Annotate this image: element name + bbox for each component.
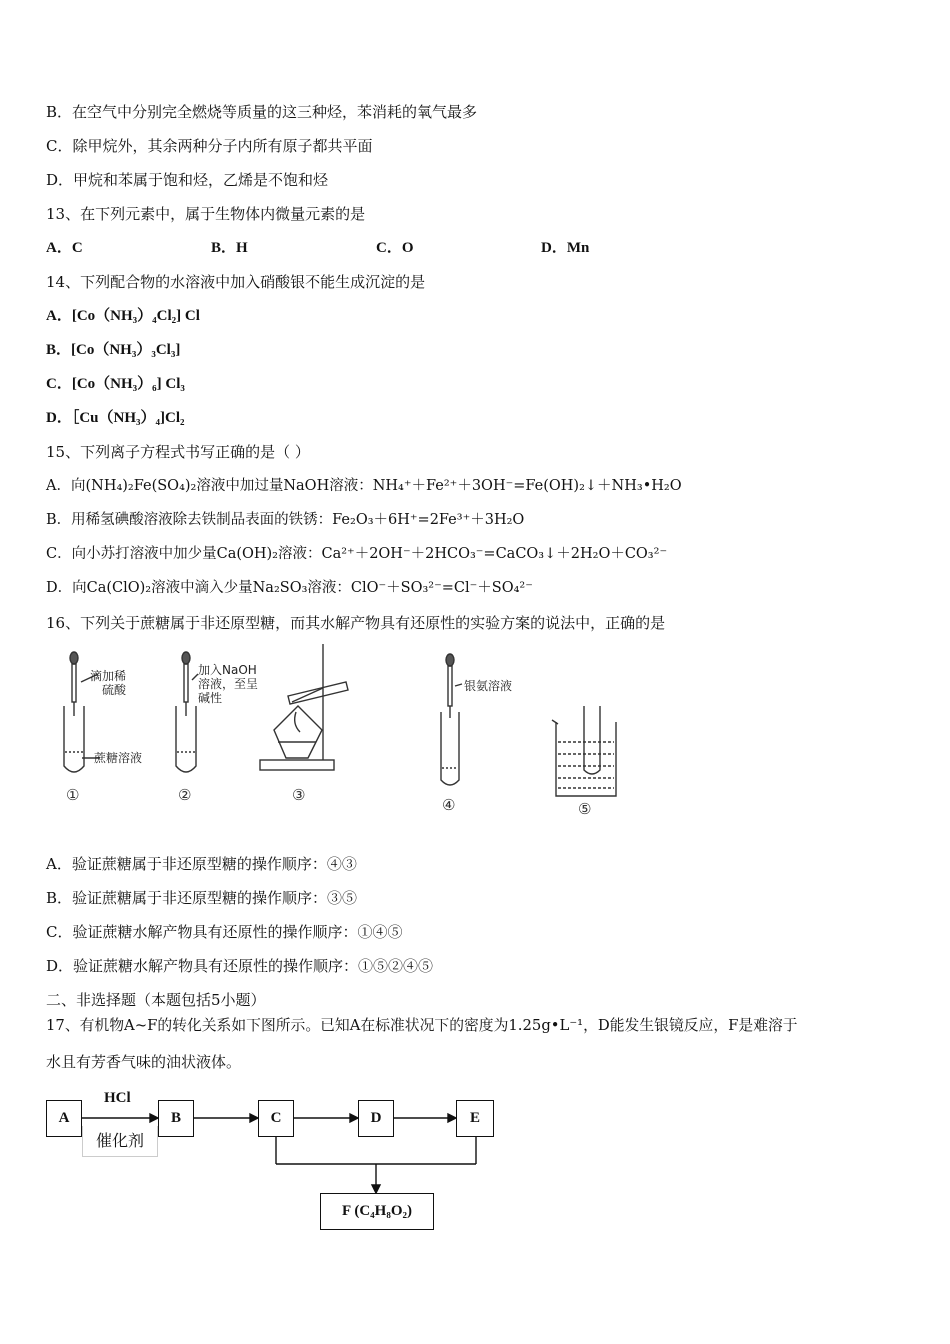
q16-option-b: B．验证蔗糖属于非还原型糖的操作顺序：③⑤ <box>46 889 358 907</box>
q13-option-d: D．Mn <box>541 240 590 256</box>
q16-option-d: D．验证蔗糖水解产物具有还原性的操作顺序：①⑤②④⑤ <box>46 957 434 975</box>
section-2-heading: 二、非选择题（本题包括5小题） <box>46 991 266 1009</box>
q13-stem: 13、在下列元素中，属于生物体内微量元素的是 <box>46 205 366 223</box>
q14-option-c: C．[Co（NH₃）₆] Cl₃ <box>46 376 185 392</box>
q12-option-b: B．在空气中分别完全燃烧等质量的这三种烃，苯消耗的氧气最多 <box>46 103 478 121</box>
q14-option-b: B．[Co（NH₃）₃Cl₃] <box>46 342 181 358</box>
fig-number-1: ① <box>66 786 80 804</box>
diagram-node-a: A <box>46 1100 82 1137</box>
diagram-node-d: D <box>358 1100 394 1137</box>
q12-option-d: D．甲烷和苯属于饱和烃，乙烯是不饱和烃 <box>46 171 329 189</box>
fig-number-2: ② <box>178 786 192 804</box>
diagram-node-f: F (C₄H₈O₂) <box>320 1193 434 1230</box>
fig-number-4: ④ <box>442 796 456 814</box>
fig-number-5: ⑤ <box>578 800 592 818</box>
q17-text-line-2: 水且有芳香气味的油状液体。 <box>46 1053 242 1071</box>
diagram-node-e: E <box>456 1100 494 1137</box>
q15-stem: 15、下列离子方程式书写正确的是（ ） <box>46 443 310 461</box>
q13-option-c: C．O <box>376 240 414 256</box>
fig-label-2b: 溶液，至呈 <box>198 677 259 691</box>
reagent-catalyst-label: 催化剂 <box>82 1126 158 1157</box>
q14-stem: 14、下列配合物的水溶液中加入硝酸银不能生成沉淀的是 <box>46 273 426 291</box>
reagent-hcl-label: HCl <box>104 1090 131 1106</box>
fig-number-3: ③ <box>292 786 306 804</box>
fig-label-2c: 碱性 <box>198 691 223 705</box>
fig-label-1b: 硫酸 <box>102 683 127 697</box>
q17-text-line-1: 17、有机物A~F的转化关系如下图所示。已知A在标准状况下的密度为1.25g•L⁻¹，D能发生银镜反应，F是难溶于 <box>46 1017 798 1034</box>
fig-label-1a: 滴加稀 <box>90 669 127 683</box>
q14-option-a: A．[Co（NH₃）₄Cl₂] Cl <box>46 308 200 324</box>
q15-option-d: D．向Ca(ClO)₂溶液中滴入少量Na₂SO₃溶液：ClO⁻＋SO₃²⁻=Cl⁻＋SO₄²⁻ <box>46 580 533 596</box>
q16-option-a: A．验证蔗糖属于非还原型糖的操作顺序：④③ <box>46 855 357 873</box>
q16-stem: 16、下列关于蔗糖属于非还原型糖，而其水解产物具有还原性的实验方案的说法中，正确的是 <box>46 614 666 632</box>
q15-option-b: B．用稀氢碘酸溶液除去铁制品表面的铁锈：Fe₂O₃＋6H⁺=2Fe³⁺＋3H₂O <box>46 512 525 528</box>
q13-option-b: B．H <box>211 240 248 256</box>
fig-label-4: 银氨溶液 <box>464 679 513 693</box>
q14-option-d: D．［Cu（NH₃）₄]Cl₂ <box>46 410 185 426</box>
q13-option-a: A．C <box>46 240 83 256</box>
diagram-node-c: C <box>258 1100 294 1137</box>
q15-option-a: A．向(NH₄)₂Fe(SO₄)₂溶液中加过量NaOH溶液：NH₄⁺＋Fe²⁺＋3OH⁻=Fe(OH)₂↓＋NH₃•H₂O <box>46 478 682 494</box>
fig-label-2a: 加入NaOH <box>198 663 257 677</box>
diagram-node-b: B <box>158 1100 194 1137</box>
q12-option-c: C．除甲烷外，其余两种分子内所有原子都共平面 <box>46 137 373 155</box>
fig-label-1c: 蔗糖溶液 <box>94 751 143 765</box>
q16-option-c: C．验证蔗糖水解产物具有还原性的操作顺序：①④⑤ <box>46 923 403 941</box>
q15-option-c: C．向小苏打溶液中加少量Ca(OH)₂溶液：Ca²⁺＋2OH⁻＋2HCO₃⁻=CaCO₃↓＋2H₂O＋CO₃²⁻ <box>46 546 668 562</box>
